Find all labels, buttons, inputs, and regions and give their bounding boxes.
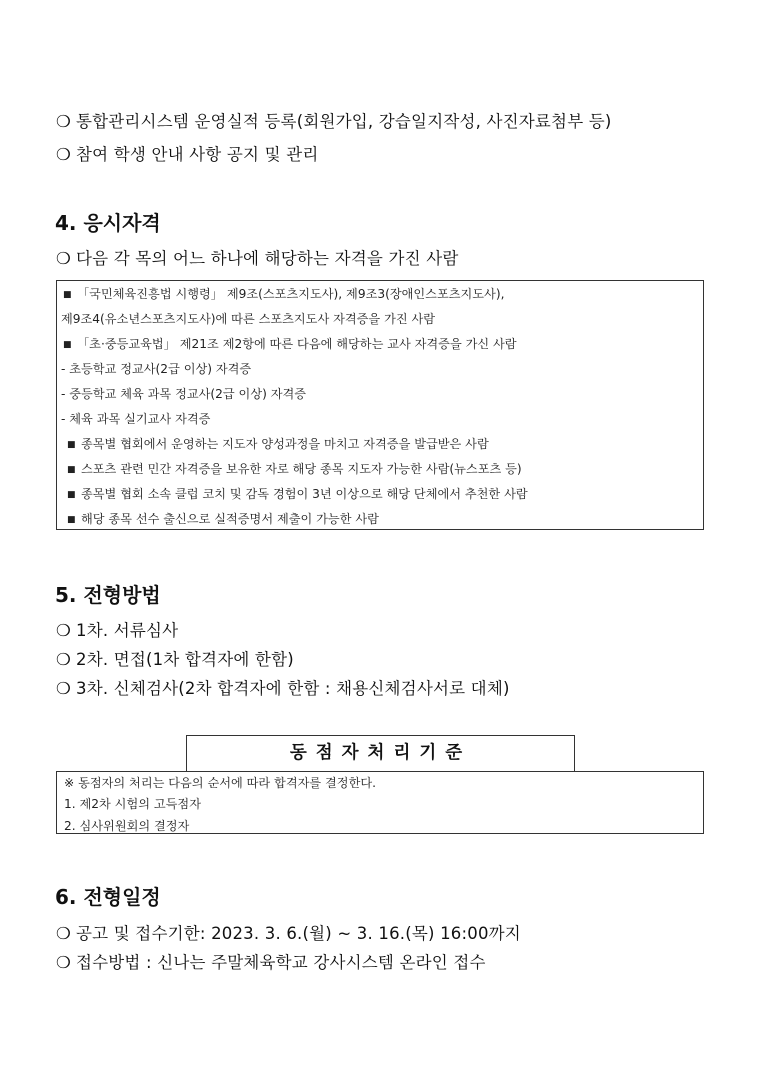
- ring-bullet-icon: ❍: [56, 953, 71, 972]
- schedule-bullet-1: ❍ 공고 및 접수기한: 2023. 3. 6.(월) ~ 3. 16.(목) 16:00까지: [56, 924, 521, 943]
- qualification-line: - 중등학교 체육 과목 정교사(2급 이상) 자격증: [61, 387, 307, 401]
- square-bullet-icon: ■: [63, 340, 72, 350]
- qualification-line: ■ 스포츠 관련 민간 자격증을 보유한 자로 해당 종목 지도자 가능한 사람(뉴스포츠 등): [67, 462, 522, 476]
- section-4-intro: ❍ 다음 각 목의 어느 하나에 해당하는 자격을 가진 사람: [56, 249, 459, 268]
- ring-bullet-icon: ❍: [56, 112, 71, 131]
- schedule-bullet-2: ❍ 접수방법 : 신나는 주말체육학교 강사시스템 온라인 접수: [56, 953, 486, 972]
- ring-bullet-icon: ❍: [56, 249, 71, 268]
- tiebreak-box: [56, 771, 704, 834]
- ring-bullet-icon: ❍: [56, 679, 71, 698]
- tiebreak-line: 2. 심사위원회의 결정자: [64, 819, 190, 833]
- section-5-heading: 5. 전형방법: [55, 583, 161, 607]
- ring-bullet-icon: ❍: [56, 621, 71, 640]
- square-bullet-icon: ■: [67, 465, 76, 475]
- tiebreak-line: ※ 동점자의 처리는 다음의 순서에 따라 합격자를 결정한다.: [64, 776, 376, 790]
- qualification-line: - 체육 과목 실기교사 자격증: [61, 412, 211, 426]
- ring-bullet-icon: ❍: [56, 924, 71, 943]
- tiebreak-title: 동점자처리기준: [186, 735, 575, 772]
- square-bullet-icon: ■: [67, 515, 76, 525]
- section-6-heading: 6. 전형일정: [55, 885, 161, 909]
- qualification-line: ■ 「국민체육진흥법 시행령」 제9조(스포츠지도사), 제9조3(장애인스포츠지도사),: [63, 287, 505, 301]
- square-bullet-icon: ■: [67, 490, 76, 500]
- qualification-line: ■ 「초·중등교육법」 제21조 제2항에 따른 다음에 해당하는 교사 자격증을 가신 사람: [63, 337, 517, 351]
- selection-bullet-1: ❍ 1차. 서류심사: [56, 621, 179, 640]
- tiebreak-line: 1. 제2차 시험의 고득점자: [64, 797, 201, 811]
- selection-bullet-2: ❍ 2차. 면접(1차 합격자에 한함): [56, 650, 294, 669]
- qualification-box: [56, 280, 704, 530]
- qualification-line: - 초등학교 정교사(2급 이상) 자격증: [61, 362, 252, 376]
- qualification-line: ■ 종목별 협회 소속 클럽 코치 및 감독 경험이 3년 이상으로 해당 단체에서 추천한 사람: [67, 487, 528, 501]
- ring-bullet-icon: ❍: [56, 650, 71, 669]
- qualification-line: 제9조4(유소년스포츠지도사)에 따른 스포츠지도사 자격증을 가진 사람: [61, 312, 436, 326]
- square-bullet-icon: ■: [63, 290, 72, 300]
- qualification-line: ■ 해당 종목 선수 출신으로 실적증명서 제출이 가능한 사람: [67, 512, 379, 526]
- section-4-heading: 4. 응시자격: [55, 211, 161, 235]
- ring-bullet-icon: ❍: [56, 145, 71, 164]
- selection-bullet-3: ❍ 3차. 신체검사(2차 합격자에 한함 : 채용신체검사서로 대체): [56, 679, 510, 698]
- duty-bullet-1: ❍ 통합관리시스템 운영실적 등록(회원가입, 강습일지작성, 사진자료첨부 등): [56, 112, 612, 131]
- duty-bullet-2: ❍ 참여 학생 안내 사항 공지 및 관리: [56, 145, 319, 164]
- square-bullet-icon: ■: [67, 440, 76, 450]
- qualification-line: ■ 종목별 협회에서 운영하는 지도자 양성과정을 마치고 자격증을 발급받은 사람: [67, 437, 489, 451]
